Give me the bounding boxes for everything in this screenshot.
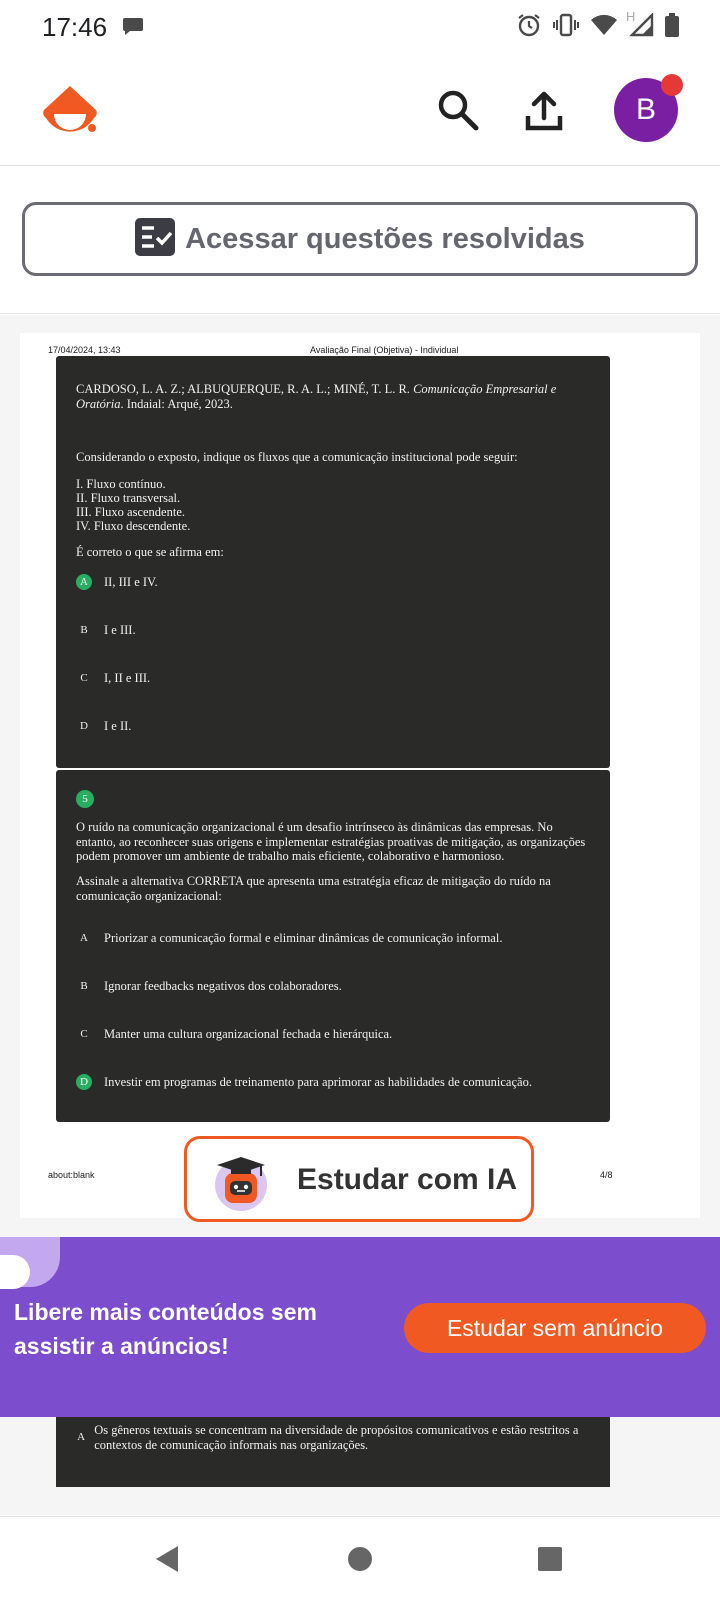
q5-option-d[interactable] — [76, 1074, 592, 1090]
signal-icon — [626, 9, 654, 37]
page-footer-number: 4/8 — [600, 1170, 613, 1180]
back-button[interactable] — [146, 1541, 186, 1581]
question-number-badge: 5 — [76, 790, 94, 808]
option-letter: C — [80, 1028, 88, 1040]
question-5-block — [56, 770, 610, 1122]
option-letter: A — [80, 932, 88, 944]
q5-option-c[interactable] — [76, 1026, 592, 1042]
recents-square-icon — [536, 1545, 564, 1578]
app-logo-icon[interactable] — [40, 84, 100, 141]
q4-option-d[interactable] — [76, 718, 592, 734]
option-text: Investir em programas de treinamento para aprimorar as habilidades de comunicação. — [104, 1074, 532, 1089]
q4-item-2: II. Fluxo transversal. — [76, 491, 181, 505]
study-with-ai-label: Estudar com IA — [297, 1163, 518, 1196]
study-with-ai-button[interactable] — [184, 1136, 534, 1222]
q5-question: Assinale a alternativa CORRETA que apresenta uma estratégia eficaz de mitigação do ruído na comunicação organizacional: — [76, 874, 551, 903]
system-nav-bar — [0, 1516, 720, 1600]
status-time: 17:46 — [42, 12, 108, 42]
option-letter: D — [80, 720, 88, 732]
question-4-block — [56, 356, 610, 768]
vibrate-icon — [552, 12, 580, 38]
upload-button[interactable] — [516, 84, 572, 140]
resolved-questions-button[interactable] — [22, 202, 698, 276]
page-header-date: 17/04/2024, 13:43 — [48, 345, 121, 355]
ad-free-promo-banner — [0, 1237, 720, 1417]
back-triangle-icon — [152, 1544, 180, 1579]
user-avatar[interactable]: B — [614, 78, 678, 142]
resolved-questions-label: Acessar questões resolvidas — [185, 222, 585, 255]
page-footer-url: about:blank — [48, 1170, 95, 1180]
app-bar — [0, 54, 720, 166]
robot-graduate-icon — [211, 1151, 271, 1211]
q5-paragraph: O ruído na comunicação organizacional é um desafio intrínseco às dinâmicas das empresas. No entanto, ao reconhecer suas origens e implementar estratégias proativas de mitigação, as organizações podem promover um ambiente de trabalho mais eficiente, colaborativo e harmonioso. — [76, 820, 586, 863]
q5-option-b[interactable] — [76, 978, 592, 994]
status-icons — [516, 9, 680, 38]
correct-option-marker: A — [76, 574, 92, 590]
option-text: Os gêneros textuais se concentram na diversidade de propósitos comunicativos e estão restritos a contextos de comunicação informais nas organizações. — [94, 1423, 579, 1452]
home-button[interactable] — [340, 1541, 380, 1581]
q6-option-a[interactable] — [76, 1423, 592, 1452]
q5-option-a[interactable] — [76, 930, 592, 946]
notification-badge — [661, 74, 683, 96]
q4-option-a[interactable] — [76, 574, 592, 590]
option-letter: C — [80, 672, 88, 684]
page-header-title: Avaliação Final (Objetiva) - Individual — [310, 345, 459, 355]
home-circle-icon — [346, 1545, 374, 1578]
upload-icon — [522, 88, 566, 137]
study-without-ads-button[interactable]: Estudar sem anúncio — [404, 1303, 706, 1353]
recents-button[interactable] — [530, 1541, 570, 1581]
battery-icon — [664, 12, 680, 38]
status-bar — [0, 0, 720, 54]
message-notification-icon — [122, 16, 144, 41]
q4-item-4: IV. Fluxo descendente. — [76, 519, 191, 533]
option-letter: B — [80, 624, 88, 636]
search-button[interactable] — [430, 84, 486, 140]
q4-item-3: III. Fluxo ascendente. — [76, 505, 185, 519]
q4-item-1: I. Fluxo contínuo. — [76, 477, 166, 491]
checklist-icon — [135, 218, 175, 261]
alarm-icon — [516, 12, 542, 38]
q4-question: É correto o que se afirma em: — [76, 545, 224, 559]
option-letter: A — [77, 1431, 86, 1443]
option-text: Manter uma cultura organizacional fechada e hierárquica. — [104, 1026, 393, 1041]
resolved-questions-section — [0, 166, 720, 314]
option-text: Ignorar feedbacks negativos dos colaboradores. — [104, 978, 342, 993]
search-icon — [436, 88, 480, 137]
option-text: I, II e III. — [104, 670, 151, 685]
option-text: II, III e IV. — [104, 574, 158, 589]
q4-option-c[interactable] — [76, 670, 592, 686]
option-text: Priorizar a comunicação formal e eliminar dinâmicas de comunicação informal. — [104, 930, 503, 945]
q4-prompt: Considerando o exposto, indique os fluxos que a comunicação institucional pode seguir: — [76, 450, 518, 464]
q4-option-b[interactable] — [76, 622, 592, 638]
promo-text: Libere mais conteúdos sem assistir a anúncios! — [14, 1299, 317, 1359]
option-letter: B — [80, 980, 88, 992]
correct-option-marker: D — [76, 1074, 92, 1090]
wifi-icon — [590, 13, 618, 37]
network-type-label: H — [626, 9, 636, 24]
option-text: I e II. — [104, 718, 132, 733]
option-text: I e III. — [104, 622, 136, 637]
q4-reference: CARDOSO, L. A. Z.; ALBUQUERQUE, R. A. L.; MINÉ, T. L. R. Comunicação Empresarial e Oratória. Indaial: Arqué, 2023. — [76, 382, 557, 411]
